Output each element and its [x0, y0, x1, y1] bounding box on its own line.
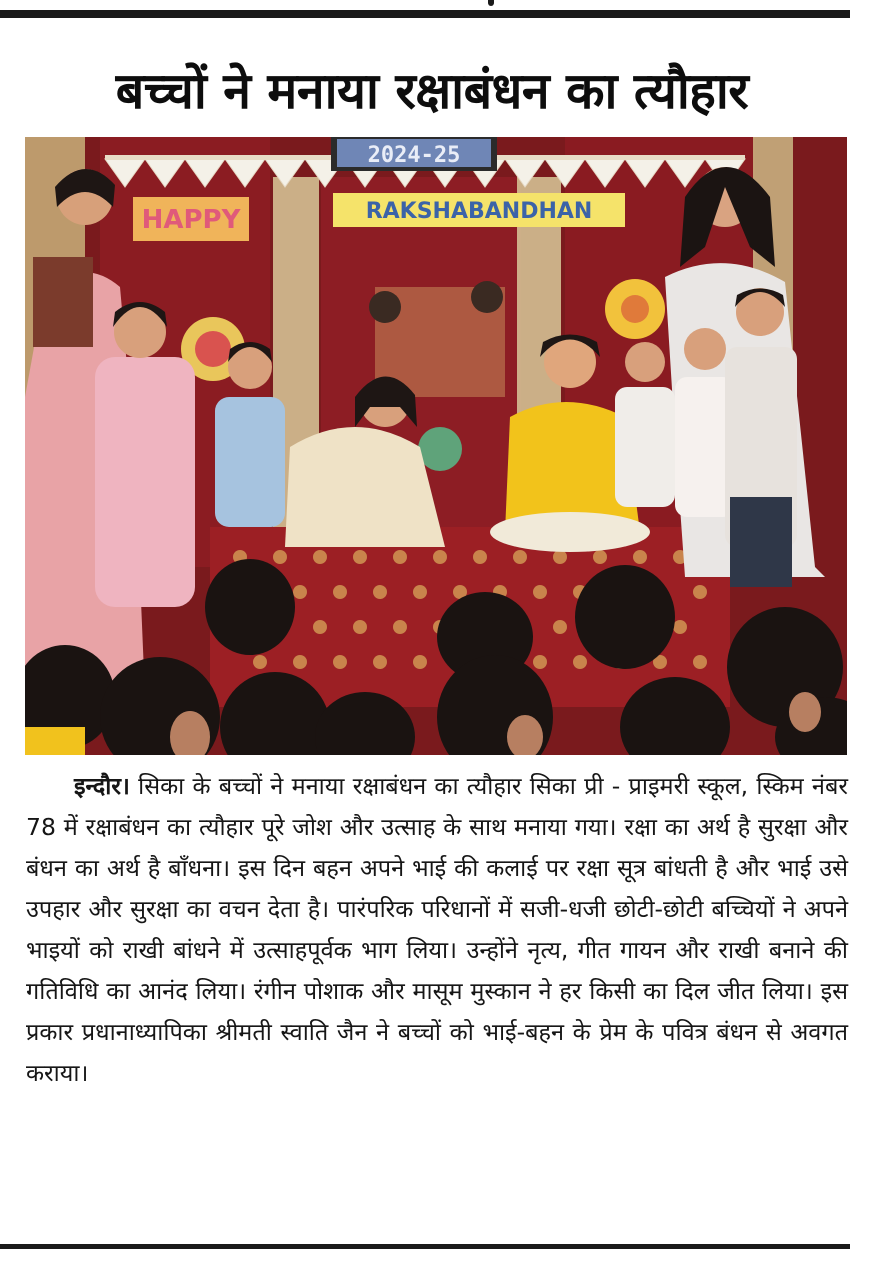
- top-rule: [0, 10, 850, 18]
- dateline: इन्दौर।: [74, 772, 130, 800]
- top-tick-mark: [488, 0, 494, 6]
- rakshabandhan-banner-text: RAKSHABANDHAN: [365, 199, 593, 224]
- article-body-text: सिका के बच्चों ने मनाया रक्षाबंधन का त्यौहार सिका प्री - प्राइमरी स्कूल, स्किम नंबर 78 में रक्षाबंधन का त्यौहार पूरे जोश और उत्साह के साथ मनाया गया। रक्षा का अर्थ है सुरक्षा और बंधन का अर्थ है बाँधना। इस दिन बहन अपने भाई की कलाई पर रक्षा सूत्र बांधती है और भाई उसे उपहार और सुरक्षा का वचन देता है। पारंपरिक परिधानों में सजी-धजी छोटी-छोटी बच्चियों ने अपने भाइयों को राखी बांधने में उत्साहपूर्वक भाग लिया। उन्होंने नृत्य, गीत गायन और राखी बनाने की गतिविधि का आनंद लिया। रंगीन पोशाक और मासूम मुस्कान ने हर किसी का दिल जीत लिया। इस प्रकार प्रधानाध्यापिका श्रीमती स्वाति जैन ने बच्चों को भाई-बहन के प्रेम के पवित्र बंधन से अवगत कराया।: [26, 772, 848, 1087]
- photo-illustration: [25, 137, 847, 755]
- article-body: [26, 766, 848, 1094]
- year-banner-text: 2024-25: [367, 143, 461, 168]
- headline: बच्चों ने मनाया रक्षाबंधन का त्यौहार: [115, 62, 749, 120]
- bottom-rule: [0, 1244, 850, 1249]
- article-photo: [25, 137, 847, 755]
- audience-yellow-shirt: [25, 727, 85, 755]
- thali-decoration: [418, 427, 462, 471]
- happy-banner-text: HAPPY: [141, 205, 241, 235]
- child-white-outfit: [615, 387, 675, 507]
- girl-pink-dress: [95, 357, 195, 607]
- child-blue-outfit: [215, 397, 285, 527]
